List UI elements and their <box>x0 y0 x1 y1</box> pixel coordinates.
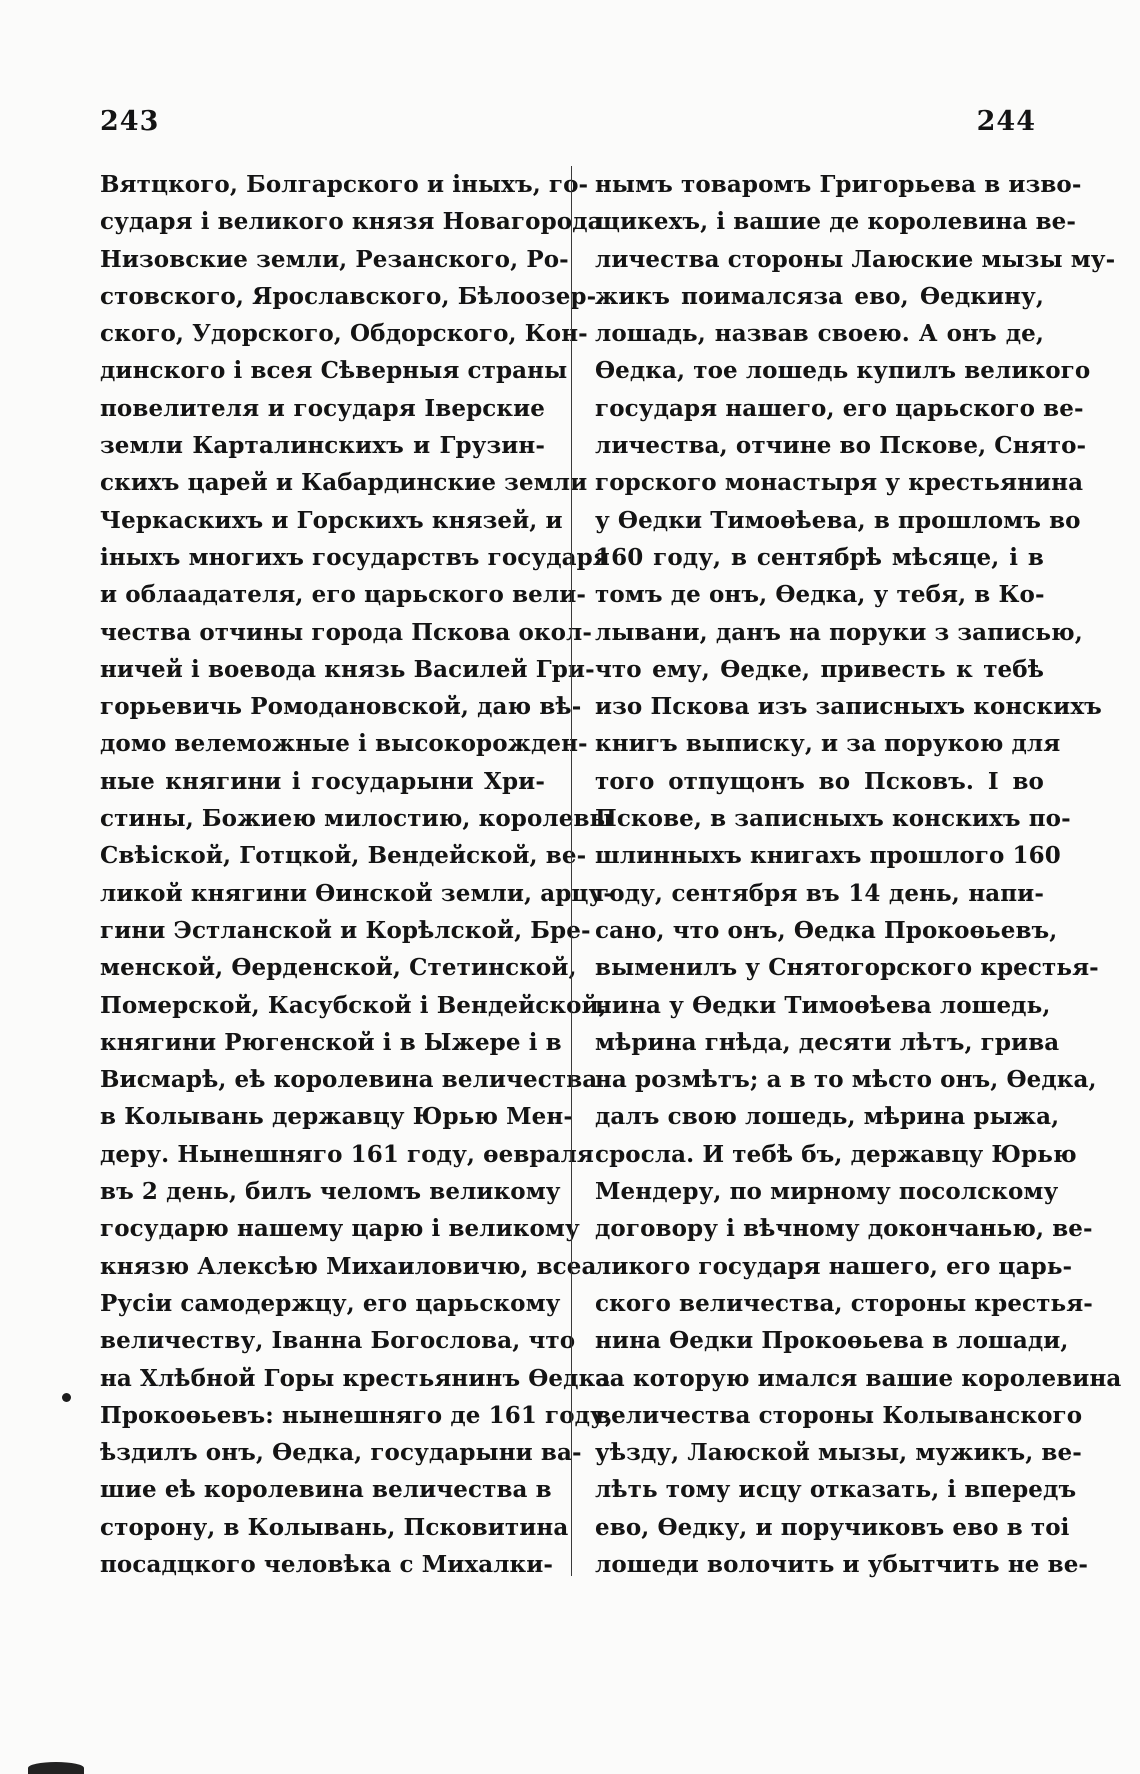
text-line: в Колывань державцу Юрью Мен- <box>100 1103 573 1131</box>
text-line: нина Өедки Прокоөьева в лошади, <box>595 1327 1069 1355</box>
text-line: деру. Нынешняго 161 году, өевраля <box>100 1140 594 1168</box>
text-line: домо велеможные i высокорожден- <box>100 730 588 758</box>
text-line: далъ свою лошедь, мѣрина рыжа, <box>595 1103 1060 1131</box>
text-line: сросла. И тебѣ бъ, державцу Юрью <box>595 1140 1077 1168</box>
text-line: шие еѣ королевина величества в <box>100 1476 552 1504</box>
text-line: Низовские земли, Резанского, Ро- <box>100 245 569 273</box>
text-line: величества стороны Колыванского <box>595 1401 1083 1429</box>
text-line: на Хлѣбной Горы крестьянинъ Өедка <box>100 1364 611 1392</box>
text-line: уѣзду, Лаюской мызы, мужикъ, ве- <box>595 1439 1082 1467</box>
text-line: стовского, Ярославского, Бѣлоозер- <box>100 282 597 310</box>
text-line: земли Карталинскихъ и Грузин- <box>100 432 545 460</box>
text-line: на розмѣтъ; а в то мѣсто онъ, Өедка, <box>595 1066 1097 1094</box>
text-line: лошадь, назвав своею. А онъ де, <box>595 320 1044 348</box>
text-line: въ 2 день, билъ челомъ великому <box>100 1178 561 1206</box>
text-line: того отпущонъ во Псковъ. I во <box>595 767 1044 795</box>
text-line: нымъ товаромъ Григорьева в изво- <box>595 171 1082 198</box>
text-line: Черкаскихъ и Горскихъ князей, и <box>100 506 563 534</box>
column-divider <box>571 166 572 1576</box>
text-line: лывани, данъ на поруки з записью, <box>595 618 1083 646</box>
text-line: ликого государя нашего, его царь- <box>595 1252 1073 1280</box>
text-line: князю Алексѣю Михаиловичю, всеа <box>100 1252 597 1280</box>
text-line: выменилъ у Снятогорского крестья- <box>595 954 1099 982</box>
text-line: Өедка, тое лошедь купилъ великого <box>595 357 1091 385</box>
left-text-column <box>100 166 614 1583</box>
text-line: княгини Рюгенской i в Ыжере i в <box>100 1028 562 1056</box>
text-line: скихъ царей и Кабардинские земли <box>100 469 588 497</box>
text-line: щикехъ, i вашие де королевина ве- <box>595 208 1077 236</box>
text-line: шлинныхъ книгахъ прошлого 160 <box>595 842 1061 870</box>
text-line: Прокоөьевъ: нынешняго де 161 году, <box>100 1401 614 1429</box>
text-line: жикъ поималсяза ево, Өедкину, <box>595 282 1044 310</box>
text-line: за которую имался вашие королевина <box>595 1364 1122 1392</box>
text-line: томъ де онъ, Өедка, у тебя, в Ко- <box>595 581 1045 609</box>
text-line: изо Пскова изъ записныхъ конскихъ <box>595 693 1102 721</box>
text-line: ского величества, стороны крестья- <box>595 1289 1093 1317</box>
text-line: лошеди волочить и убытчить не ве- <box>595 1550 1089 1578</box>
text-line: гини Эстланской и Корѣлской, Бре- <box>100 916 591 944</box>
text-line: сударя i великого князя Новагорода <box>100 208 603 236</box>
text-line: чества отчины города Пскова окол- <box>100 618 593 646</box>
text-line: и облaадателя, его царьского вели- <box>100 581 587 609</box>
text-line: договору i вѣчному докончанью, ве- <box>595 1215 1093 1243</box>
ink-blot-mark <box>28 1762 84 1774</box>
text-line: горского монастыря у крестьянина <box>595 469 1084 497</box>
text-line: сторону, в Колывань, Псковитина <box>100 1513 569 1541</box>
text-line: государю нашему царю i великому <box>100 1215 580 1243</box>
text-line: iныхъ многихъ государствъ государя <box>100 543 610 571</box>
page-number-left: 243 <box>100 106 160 137</box>
text-line: Висмарѣ, еѣ королевина величества <box>100 1066 598 1094</box>
text-line: Русiи самодержцу, его царьскому <box>100 1289 561 1317</box>
text-line: ничей i воевода князь Василей Гри- <box>100 655 595 683</box>
text-line: величеству, Iванна Богослова, что <box>100 1327 576 1355</box>
text-line: 160 году, в сентябрѣ мѣсяце, i в <box>595 543 1044 571</box>
text-line: ѣздилъ онъ, Өедка, государыни ва- <box>100 1439 582 1467</box>
text-line: мѣрина гнѣда, десяти лѣтъ, грива <box>595 1028 1060 1056</box>
text-line: личества стороны Лаюские мызы му- <box>595 245 1116 273</box>
text-line: Мендеру, по мирному посолскому <box>595 1178 1059 1206</box>
text-line: Пскове, в записныхъ конскихъ по- <box>595 805 1071 833</box>
text-line: что ему, Өедке, привесть к тебѣ <box>595 655 1044 683</box>
right-text-column <box>595 166 1122 1583</box>
text-line: стины, Божиею милостию, королевы <box>100 805 613 833</box>
text-line: ликой княгини Өинской земли, арцу- <box>100 879 613 907</box>
text-line: у Өедки Тимоөѣева, в прошломъ во <box>595 506 1081 534</box>
text-line: государя нашего, его царьского ве- <box>595 394 1084 422</box>
text-line: году, сентября въ 14 день, напи- <box>595 879 1044 907</box>
text-line: Померской, Касубской i Вендейской, <box>100 991 607 1019</box>
text-line: ево, Өедку, и поручиковъ ево в тoi <box>595 1513 1070 1541</box>
text-line: ные княгини i государыни Хри- <box>100 767 545 795</box>
text-line: Вятцкого, Болгарского и iныхъ, го- <box>100 171 589 198</box>
text-line: динского i всея Сѣверныя страны <box>100 357 568 385</box>
margin-dot-mark <box>62 1393 71 1402</box>
text-line: горьевичь Ромодановской, даю вѣ- <box>100 693 582 721</box>
text-line: ского, Удорского, Обдорского, Кон- <box>100 320 588 348</box>
text-line: Свѣiской, Готцкой, Вендейской, ве- <box>100 842 587 870</box>
page-number-right: 244 <box>976 106 1036 137</box>
text-line: нина у Өедки Тимоөѣева лошедь, <box>595 991 1051 1019</box>
text-line: посадцкого человѣка с Михалки- <box>100 1550 554 1578</box>
text-line: сано, что онъ, Өедка Прокоөьевъ, <box>595 916 1058 944</box>
text-line: личества, отчине во Пскове, Снято- <box>595 432 1087 460</box>
text-line: повелителя и государя Iверские <box>100 394 545 422</box>
text-line: книгъ выписку, и за порукою для <box>595 730 1061 758</box>
text-line: менской, Өерденской, Стетинской, <box>100 954 577 982</box>
text-line: лѣть тому исцу отказать, i впередъ <box>595 1476 1077 1504</box>
